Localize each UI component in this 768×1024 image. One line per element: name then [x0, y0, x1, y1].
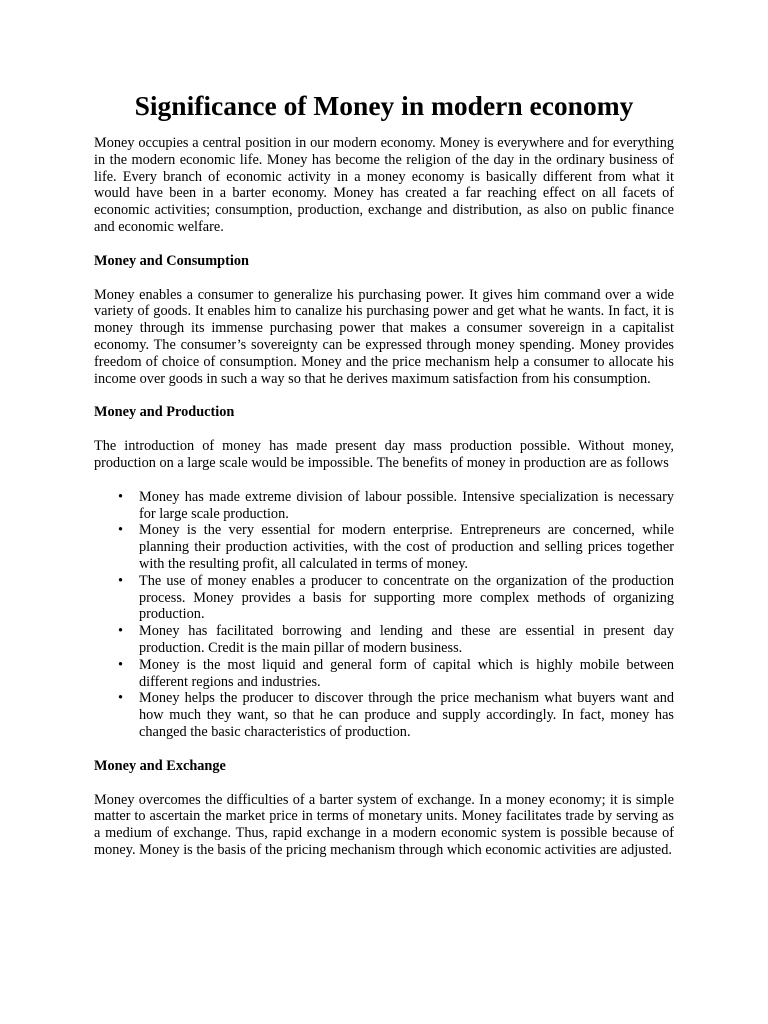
list-item	[118, 623, 674, 657]
page-title: Significance of Money in modern economy	[134, 90, 634, 121]
list-item-text: Money is the most liquid and general form of capital which is highly mobile between different regions and industries.	[139, 656, 674, 690]
list-item	[118, 656, 674, 691]
list-item	[118, 522, 674, 572]
consumption-heading: Money and Consumption	[94, 252, 249, 269]
bullet-icon: •	[118, 690, 124, 707]
list-item-text: Money has made extreme division of labour possible. Intensive specialization is necessary for large scale production.	[139, 488, 674, 522]
exchange-heading: Money and Exchange	[94, 757, 226, 774]
exchange-paragraph: Money overcomes the difficulties of a barter system of exchange. In a money economy; it is simple matter to ascertain the market price in terms of monetary units. Money facilitates trade by serving as a medium of exchange. Thus, rapid exchange in a modern economic system is possible because of money. Money is the basis of the pricing mechanism through which economic activities are adjusted.	[94, 791, 674, 858]
list-item	[118, 690, 674, 740]
production-heading: Money and Production	[94, 404, 235, 421]
list-item	[118, 488, 674, 523]
bullet-icon: •	[118, 623, 124, 640]
intro-paragraph: Money occupies a central position in our modern economy. Money is everywhere and for everything in the modern economic life. Money has become the religion of the day in the ordinary business of life. Every branch of economic activity in a money economy is basically different from what it would have been in a barter economy. Money has created a far reaching effect on all facets of economic activities; consumption, production, exchange and distribution, as also on public finance and economic welfare.	[94, 135, 674, 235]
production-paragraph: The introduction of money has made present day mass production possible. Without money, production on a large scale would be impossible. The benefits of money in production are as follows	[94, 438, 674, 471]
list-item	[118, 572, 674, 623]
list-item-text: The use of money enables a producer to concentrate on the organization of the production process. Money provides a basis for supporting more complex methods of organizing production.	[139, 572, 674, 623]
list-item-text: Money has facilitated borrowing and lending and these are essential in present day production. Credit is the main pillar of modern business.	[139, 623, 674, 656]
list-item-text: Money helps the producer to discover through the price mechanism what buyers want and how much they want, so that he can produce and supply accordingly. In fact, money has changed the basic characteristics of production.	[139, 690, 674, 740]
consumption-paragraph: Money enables a consumer to generalize his purchasing power. It gives him command over a wide variety of goods. It enables him to canalize his purchasing power and get what he wants. In fact, it is money through its immense purchasing power that makes a consumer sovereign in a capitalist economy. The consumer’s sovereignty can be expressed through money spending. Money provides freedom of choice of consumption. Money and the price mechanism help a consumer to allocate his income over goods in such a way so that he derives maximum satisfaction from his consumption.	[94, 286, 674, 387]
bullet-icon: •	[118, 656, 124, 673]
production-benefits-list	[94, 489, 674, 741]
bullet-icon: •	[118, 488, 124, 505]
bullet-icon: •	[118, 522, 124, 539]
list-item-text: Money is the very essential for modern enterprise. Entrepreneurs are concerned, while planning their production activities, with the cost of production and selling prices together with the resulting profit, all calculated in terms of money.	[139, 522, 674, 572]
bullet-icon: •	[118, 572, 124, 589]
